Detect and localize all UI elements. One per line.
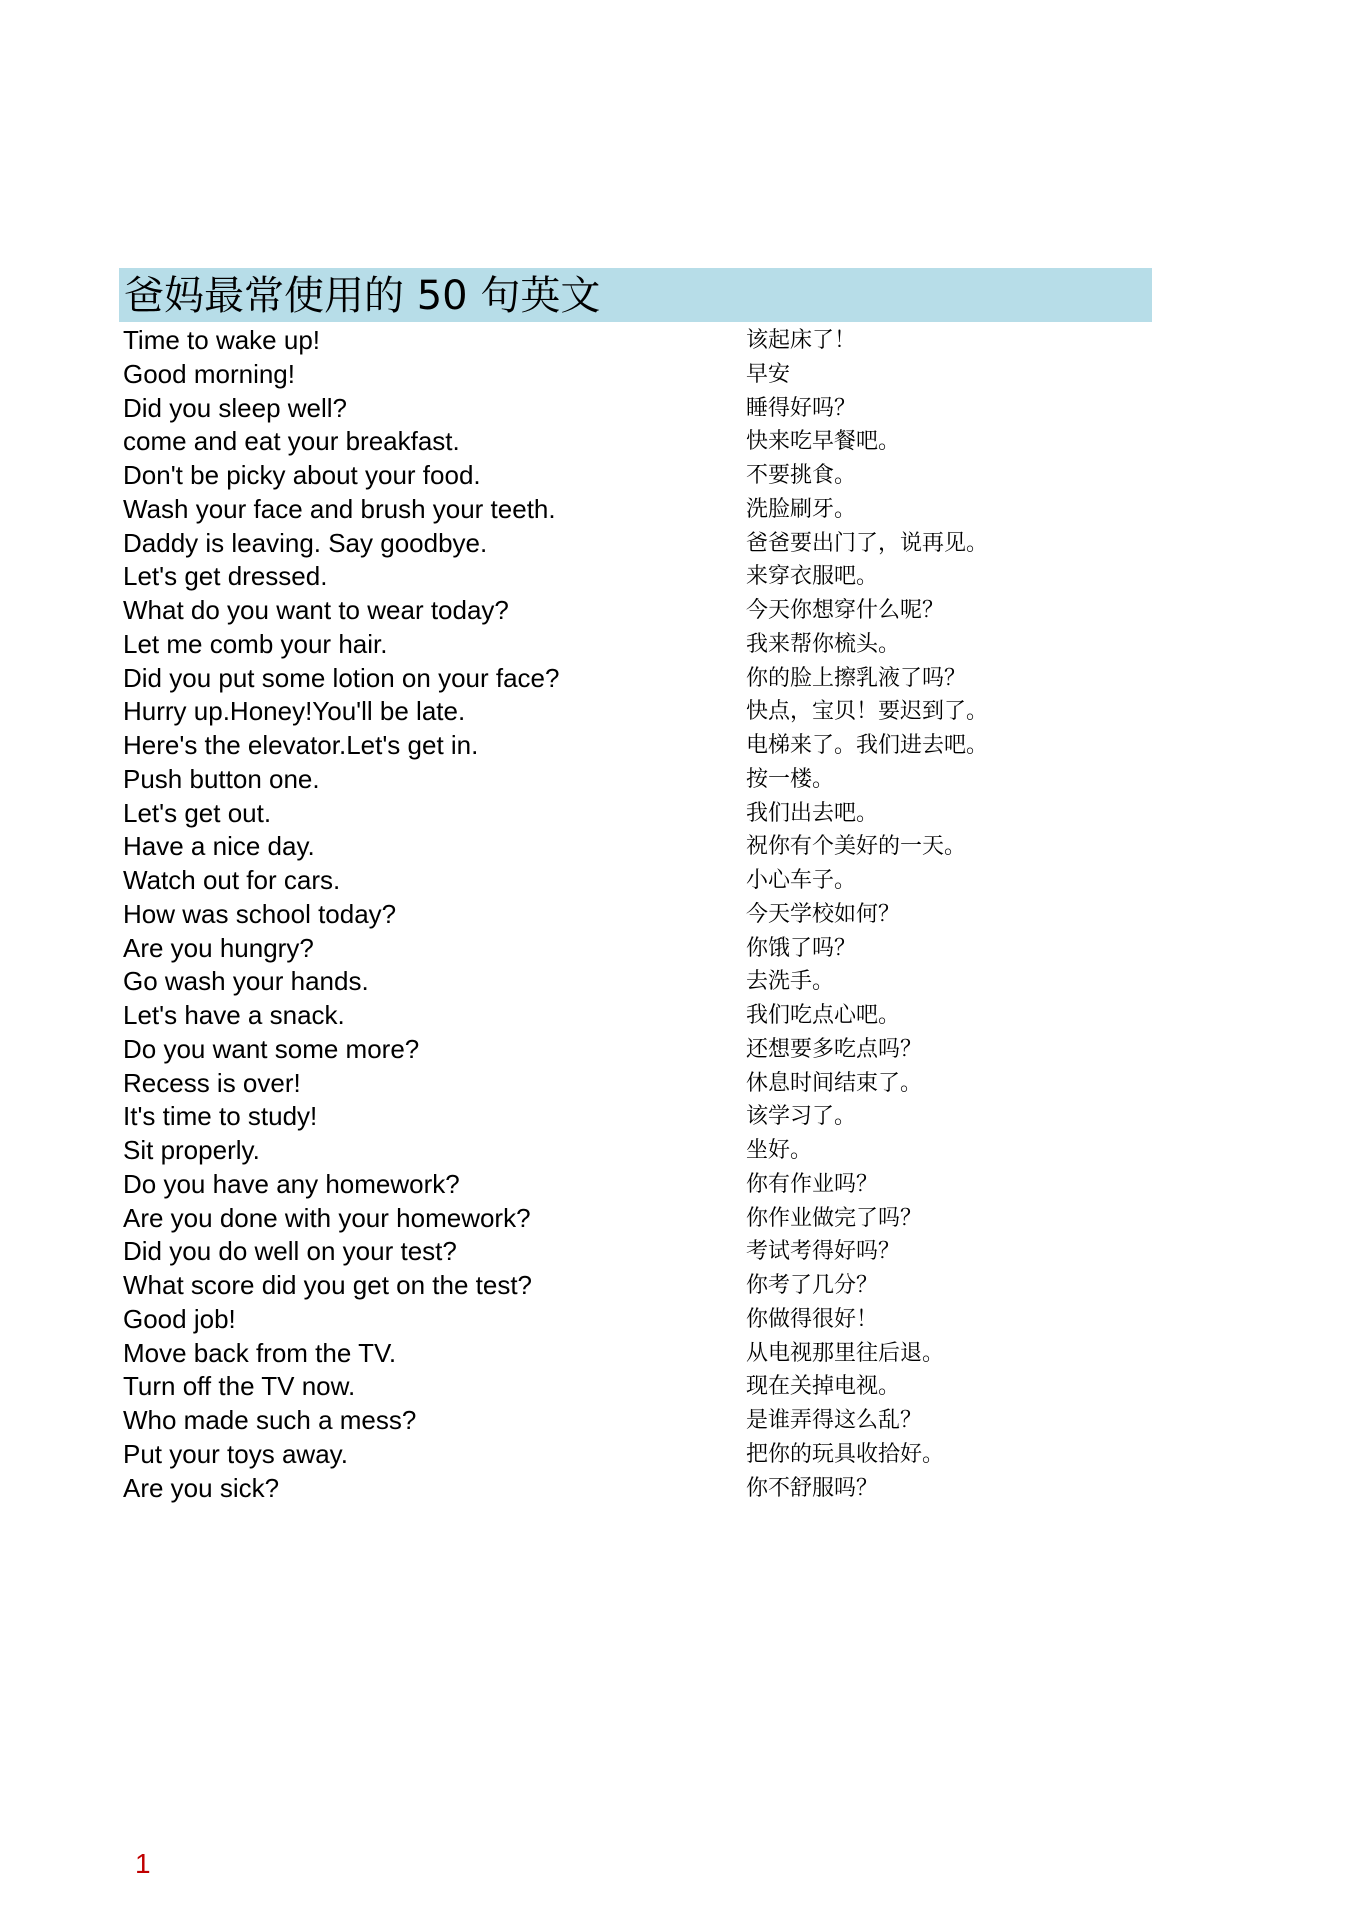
phrase-row: [0, 560, 1359, 594]
english-phrase: Wash your face and brush your teeth.: [123, 493, 556, 524]
chinese-translation: 休息时间结束了。: [746, 1070, 923, 1096]
chinese-translation: 你做得很好！: [746, 1306, 879, 1332]
english-phrase: come and eat your breakfast.: [123, 426, 460, 457]
chinese-translation: 快来吃早餐吧。: [746, 429, 901, 455]
phrase-row: [0, 1269, 1359, 1303]
chinese-translation: 你考了几分？: [746, 1273, 879, 1298]
phrase-row: [0, 1472, 1359, 1506]
phrase-row: [0, 425, 1359, 459]
english-phrase: Did you do well on your test?: [123, 1236, 457, 1267]
english-phrase: Turn off the TV now.: [123, 1371, 356, 1402]
chinese-translation: 今天你想穿什么呢？: [746, 598, 945, 623]
english-phrase: Don't be picky about your food.: [123, 460, 481, 490]
phrase-row: [0, 1337, 1359, 1371]
phrase-list: [0, 324, 1359, 1505]
english-phrase: Here's the elevator.Let's get in.: [123, 730, 479, 760]
english-phrase: Are you hungry?: [123, 932, 314, 963]
phrase-row: [0, 527, 1359, 561]
phrase-row: [0, 1235, 1359, 1269]
chinese-translation: 洗脸刷牙。: [746, 496, 857, 522]
phrase-row: [0, 1404, 1359, 1438]
phrase-row: [0, 1100, 1359, 1134]
english-phrase: Are you done with your homework?: [123, 1202, 531, 1233]
english-phrase: Move back from the TV.: [123, 1337, 397, 1368]
chinese-translation: 你饿了吗？: [746, 935, 857, 961]
english-phrase: Who made such a mess?: [123, 1405, 417, 1435]
phrase-row: [0, 1438, 1359, 1472]
phrase-row: [0, 1033, 1359, 1067]
chinese-translation: 是谁弄得这么乱？: [746, 1408, 923, 1433]
english-phrase: Let's have a snack.: [123, 1000, 345, 1030]
english-phrase: Push button one.: [123, 763, 320, 794]
chinese-translation: 我来帮你梳头。: [746, 631, 901, 657]
chinese-translation: 睡得好吗？: [746, 395, 857, 421]
phrase-row: [0, 932, 1359, 966]
english-phrase: Daddy is leaving. Say goodbye.: [123, 527, 488, 558]
phrase-row: [0, 1067, 1359, 1101]
phrase-row: [0, 695, 1359, 729]
english-phrase: It's time to study!: [123, 1101, 318, 1132]
page-title: 爸妈最常使用的 50 句英文: [124, 273, 601, 319]
phrase-row: [0, 392, 1359, 426]
chinese-translation: 坐好。: [746, 1138, 813, 1163]
english-phrase: Time to wake up!: [123, 325, 321, 355]
page-number: 1: [135, 1848, 151, 1879]
chinese-translation: 快点，宝贝！要迟到了。: [746, 699, 989, 725]
chinese-translation: 去洗手。: [746, 969, 835, 995]
phrase-row: [0, 1134, 1359, 1168]
english-phrase: Have a nice day.: [123, 831, 315, 862]
chinese-translation: 小心车子。: [746, 868, 857, 893]
chinese-translation: 考试考得好吗？: [746, 1239, 901, 1265]
english-phrase: How was school today?: [123, 898, 397, 929]
english-phrase: Do you have any homework?: [123, 1168, 460, 1199]
english-phrase: Sit properly.: [123, 1135, 260, 1165]
phrase-row: [0, 1202, 1359, 1236]
english-phrase: What score did you get on the test?: [123, 1270, 533, 1300]
english-phrase: Let's get dressed.: [123, 561, 328, 592]
chinese-translation: 我们出去吧。: [746, 800, 879, 826]
chinese-translation: 我们吃点心吧。: [746, 1003, 901, 1028]
english-phrase: Are you sick?: [123, 1472, 280, 1503]
english-phrase: Good morning!: [123, 358, 295, 389]
chinese-translation: 来穿衣服吧。: [746, 564, 879, 590]
english-phrase: Recess is over!: [123, 1067, 301, 1098]
chinese-translation: 还想要多吃点吗？: [746, 1036, 923, 1062]
chinese-translation: 爸爸要出门了，说再见。: [746, 530, 989, 556]
phrase-row: [0, 1303, 1359, 1337]
phrase-row: [0, 763, 1359, 797]
phrase-row: [0, 999, 1359, 1033]
phrase-row: [0, 1370, 1359, 1404]
phrase-row: [0, 1168, 1359, 1202]
chinese-translation: 按一楼。: [746, 766, 835, 792]
chinese-translation: 把你的玩具收拾好。: [746, 1441, 945, 1467]
english-phrase: Good job!: [123, 1303, 236, 1334]
chinese-translation: 不要挑食。: [746, 463, 857, 488]
phrase-row: [0, 459, 1359, 493]
chinese-translation: 你有作业吗？: [746, 1171, 879, 1197]
english-phrase: Watch out for cars.: [123, 865, 341, 895]
english-phrase: Go wash your hands.: [123, 966, 369, 997]
chinese-translation: 现在关掉电视。: [746, 1374, 901, 1400]
chinese-translation: 该学习了。: [746, 1104, 857, 1130]
phrase-row: [0, 324, 1359, 358]
chinese-translation: 你作业做完了吗？: [746, 1205, 923, 1231]
english-phrase: Do you want some more?: [123, 1033, 420, 1064]
english-phrase: Did you put some lotion on your face?: [123, 662, 560, 693]
phrase-row: [0, 898, 1359, 932]
phrase-row: [0, 358, 1359, 392]
english-phrase: Let me comb your hair.: [123, 628, 388, 659]
english-phrase: Put your toys away.: [123, 1438, 348, 1469]
phrase-row: [0, 965, 1359, 999]
chinese-translation: 电梯来了。我们进去吧。: [746, 733, 989, 758]
phrase-row: [0, 594, 1359, 628]
english-phrase: Let's get out.: [123, 797, 272, 828]
chinese-translation: 从电视那里往后退。: [746, 1340, 945, 1366]
phrase-row: [0, 864, 1359, 898]
phrase-row: [0, 797, 1359, 831]
phrase-row: [0, 628, 1359, 662]
english-phrase: Did you sleep well?: [123, 392, 348, 423]
chinese-translation: 今天学校如何？: [746, 901, 901, 927]
chinese-translation: 祝你有个美好的一天。: [746, 834, 967, 860]
phrase-row: [0, 493, 1359, 527]
phrase-row: [0, 830, 1359, 864]
phrase-row: [0, 729, 1359, 763]
chinese-translation: 你不舒服吗？: [746, 1475, 879, 1501]
phrase-row: [0, 662, 1359, 696]
chinese-translation: 你的脸上擦乳液了吗？: [746, 665, 967, 691]
chinese-translation: 早安: [746, 361, 791, 387]
chinese-translation: 该起床了！: [746, 328, 857, 353]
english-phrase: Hurry up.Honey!You'll be late.: [123, 696, 466, 727]
english-phrase: What do you want to wear today?: [123, 595, 509, 625]
